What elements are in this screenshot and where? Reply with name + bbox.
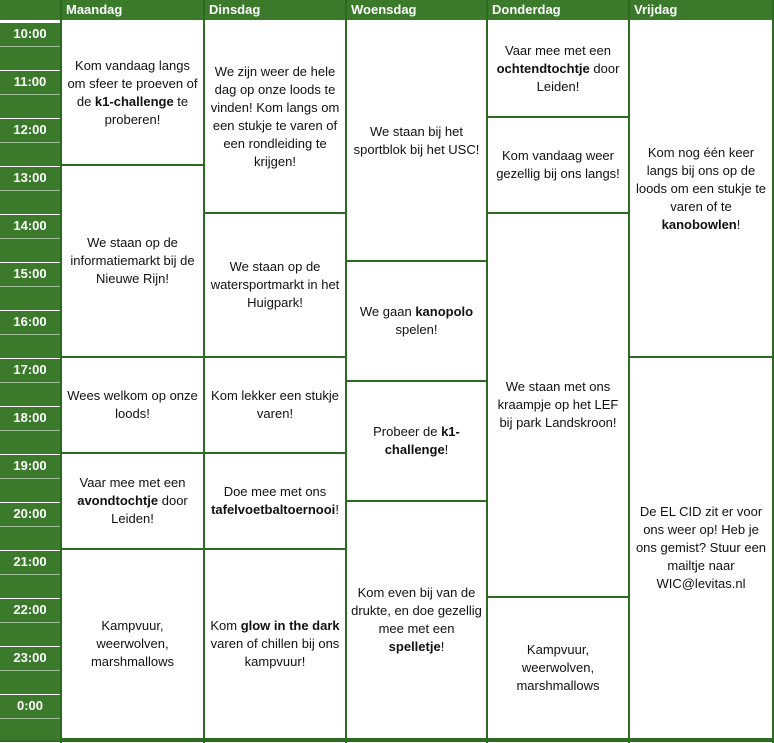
time-subdivider xyxy=(0,622,60,623)
event-text xyxy=(492,641,624,695)
event-text-part: De EL CID zit er voor ons weer op! Heb je ons gemist? Stuur een mailtje naar WIC@levitas.nl xyxy=(635,504,767,591)
event-maandag-5[interactable] xyxy=(62,550,203,738)
time-subdivider xyxy=(0,46,60,47)
event-text-part: Kom xyxy=(210,618,241,633)
event-vrijdag-2[interactable] xyxy=(630,358,772,738)
time-divider xyxy=(0,502,60,503)
event-woensdag-4[interactable] xyxy=(347,502,486,738)
event-text-part: Vaar mee met een xyxy=(505,43,611,58)
event-dinsdag-3[interactable] xyxy=(205,358,345,452)
event-dinsdag-2[interactable] xyxy=(205,214,345,356)
day-header-maandag: Maandag xyxy=(62,0,203,20)
event-maandag-2[interactable] xyxy=(62,166,203,356)
event-text-part: door Leiden! xyxy=(536,61,620,94)
time-subdivider xyxy=(0,238,60,239)
event-maandag-3[interactable] xyxy=(62,358,203,452)
event-text xyxy=(66,387,199,423)
event-text-bold: k1-challenge xyxy=(384,424,460,457)
event-dinsdag-5[interactable] xyxy=(205,550,345,738)
event-text xyxy=(351,303,482,339)
event-text xyxy=(492,378,624,432)
event-text-part: We zijn weer de hele dag op onze loods te vinden! Kom langs om een stukje te varen of een rondleiding te krijgen! xyxy=(210,64,340,169)
time-divider xyxy=(0,118,60,119)
time-label: 10:00 xyxy=(13,26,47,41)
time-divider xyxy=(0,262,60,263)
event-text-part: Kampvuur, weerwolven, marshmallows xyxy=(516,642,600,693)
day-header-donderdag: Donderdag xyxy=(488,0,628,20)
event-text-part: We staan op de watersportmarkt in het Huigpark! xyxy=(210,259,340,310)
time-label: 23:00 xyxy=(13,650,47,665)
event-text xyxy=(66,234,199,288)
event-text xyxy=(634,144,768,234)
time-divider xyxy=(0,694,60,695)
event-donderdag-4[interactable] xyxy=(488,598,628,738)
time-label: 19:00 xyxy=(13,458,47,473)
event-text-part: ! xyxy=(444,442,449,457)
event-text-part: We staan op de informatiemarkt bij de Nieuwe Rijn! xyxy=(70,235,195,286)
time-label: 15:00 xyxy=(13,266,47,281)
event-text-part: Kom vandaag weer gezellig bij ons langs! xyxy=(496,148,620,181)
time-subdivider xyxy=(0,574,60,575)
time-label: 21:00 xyxy=(13,554,47,569)
event-text-bold: spelletje xyxy=(388,639,441,654)
event-text-part: ! xyxy=(440,639,445,654)
event-text xyxy=(492,147,624,183)
time-subdivider xyxy=(0,718,60,719)
event-text-bold: avondtochtje xyxy=(77,493,159,508)
event-text-part: Vaar mee met een xyxy=(79,475,186,490)
time-subdivider xyxy=(0,334,60,335)
time-divider xyxy=(0,550,60,551)
event-text-part: Kom lekker een stukje varen! xyxy=(211,388,339,421)
time-label: 20:00 xyxy=(13,506,47,521)
event-woensdag-3[interactable] xyxy=(347,382,486,500)
event-text-part: varen of chillen bij ons kampvuur! xyxy=(210,636,340,669)
event-text-part: ! xyxy=(335,502,339,517)
event-text xyxy=(66,474,199,528)
day-header-dinsdag: Dinsdag xyxy=(205,0,345,20)
event-text-bold: glow in the dark xyxy=(240,618,340,633)
time-subdivider xyxy=(0,430,60,431)
header-corner xyxy=(0,0,60,20)
time-subdivider xyxy=(0,94,60,95)
event-text-part: Kampvuur, weerwolven, marshmallows xyxy=(90,618,175,669)
event-text xyxy=(209,617,341,671)
event-text-part: spelen! xyxy=(395,322,438,337)
event-vrijdag-1[interactable] xyxy=(630,22,772,356)
time-label: 13:00 xyxy=(13,170,47,185)
event-text xyxy=(209,63,341,171)
event-text xyxy=(351,584,482,656)
event-text xyxy=(209,258,341,312)
event-text-bold: kanopolo xyxy=(415,304,474,319)
event-text-part: We staan bij het sportblok bij het USC! xyxy=(353,124,480,157)
day-header-vrijdag: Vrijdag xyxy=(630,0,772,20)
time-label: 12:00 xyxy=(13,122,47,137)
event-text-part: ! xyxy=(736,217,741,232)
time-label: 11:00 xyxy=(13,74,47,89)
event-text xyxy=(209,483,341,519)
event-text-part: Doe mee met ons xyxy=(223,484,327,499)
time-label: 22:00 xyxy=(13,602,47,617)
event-text-part: te proberen! xyxy=(104,94,189,127)
event-text-part: We staan met ons kraampje op het LEF bij park Landskroon! xyxy=(497,379,619,430)
day-header-woensdag: Woensdag xyxy=(347,0,486,20)
event-donderdag-3[interactable] xyxy=(488,214,628,596)
event-dinsdag-1[interactable] xyxy=(205,22,345,212)
event-text xyxy=(492,42,624,96)
event-text-bold: k1-challenge xyxy=(94,94,174,109)
event-text xyxy=(351,423,482,459)
bottom-border xyxy=(0,740,774,742)
time-divider xyxy=(0,646,60,647)
time-subdivider xyxy=(0,142,60,143)
time-subdivider xyxy=(0,526,60,527)
event-text-part: We gaan xyxy=(359,304,416,319)
time-label: 17:00 xyxy=(13,362,47,377)
event-dinsdag-4[interactable] xyxy=(205,454,345,548)
event-text-part: Kom even bij van de drukte, en doe gezellig mee met een xyxy=(351,585,482,636)
time-subdivider xyxy=(0,478,60,479)
time-subdivider xyxy=(0,670,60,671)
event-text xyxy=(351,123,482,159)
time-label: 16:00 xyxy=(13,314,47,329)
event-text-part: Wees welkom op onze loods! xyxy=(67,388,198,421)
time-divider xyxy=(0,406,60,407)
time-divider xyxy=(0,166,60,167)
event-maandag-1[interactable] xyxy=(62,22,203,164)
event-text-part: Probeer de xyxy=(373,424,442,439)
time-label: 14:00 xyxy=(13,218,47,233)
event-text-bold: kanobowlen xyxy=(661,217,737,232)
event-text-bold: ochtendtochtje xyxy=(496,61,590,76)
time-divider xyxy=(0,310,60,311)
time-divider xyxy=(0,454,60,455)
time-divider xyxy=(0,598,60,599)
event-text xyxy=(66,57,199,129)
time-subdivider xyxy=(0,190,60,191)
event-donderdag-2[interactable] xyxy=(488,118,628,212)
time-divider xyxy=(0,214,60,215)
time-divider xyxy=(0,70,60,71)
event-woensdag-1[interactable] xyxy=(347,22,486,260)
event-text xyxy=(66,617,199,671)
event-donderdag-1[interactable] xyxy=(488,22,628,116)
event-text xyxy=(634,503,768,593)
event-text-part: Kom nog één keer langs bij ons op de loods om een stukje te varen of te xyxy=(635,145,767,214)
event-text-bold: tafelvoetbaltoernooi xyxy=(211,502,336,517)
time-divider xyxy=(0,22,60,23)
time-subdivider xyxy=(0,382,60,383)
time-label: 18:00 xyxy=(13,410,47,425)
event-text-part: Kom vandaag langs om sfeer te proeven of de xyxy=(67,58,198,109)
time-divider xyxy=(0,358,60,359)
event-maandag-4[interactable] xyxy=(62,454,203,548)
time-label: 0:00 xyxy=(16,698,44,713)
event-woensdag-2[interactable] xyxy=(347,262,486,380)
time-subdivider xyxy=(0,286,60,287)
event-text-part: door Leiden! xyxy=(111,493,188,526)
event-text xyxy=(209,387,341,423)
